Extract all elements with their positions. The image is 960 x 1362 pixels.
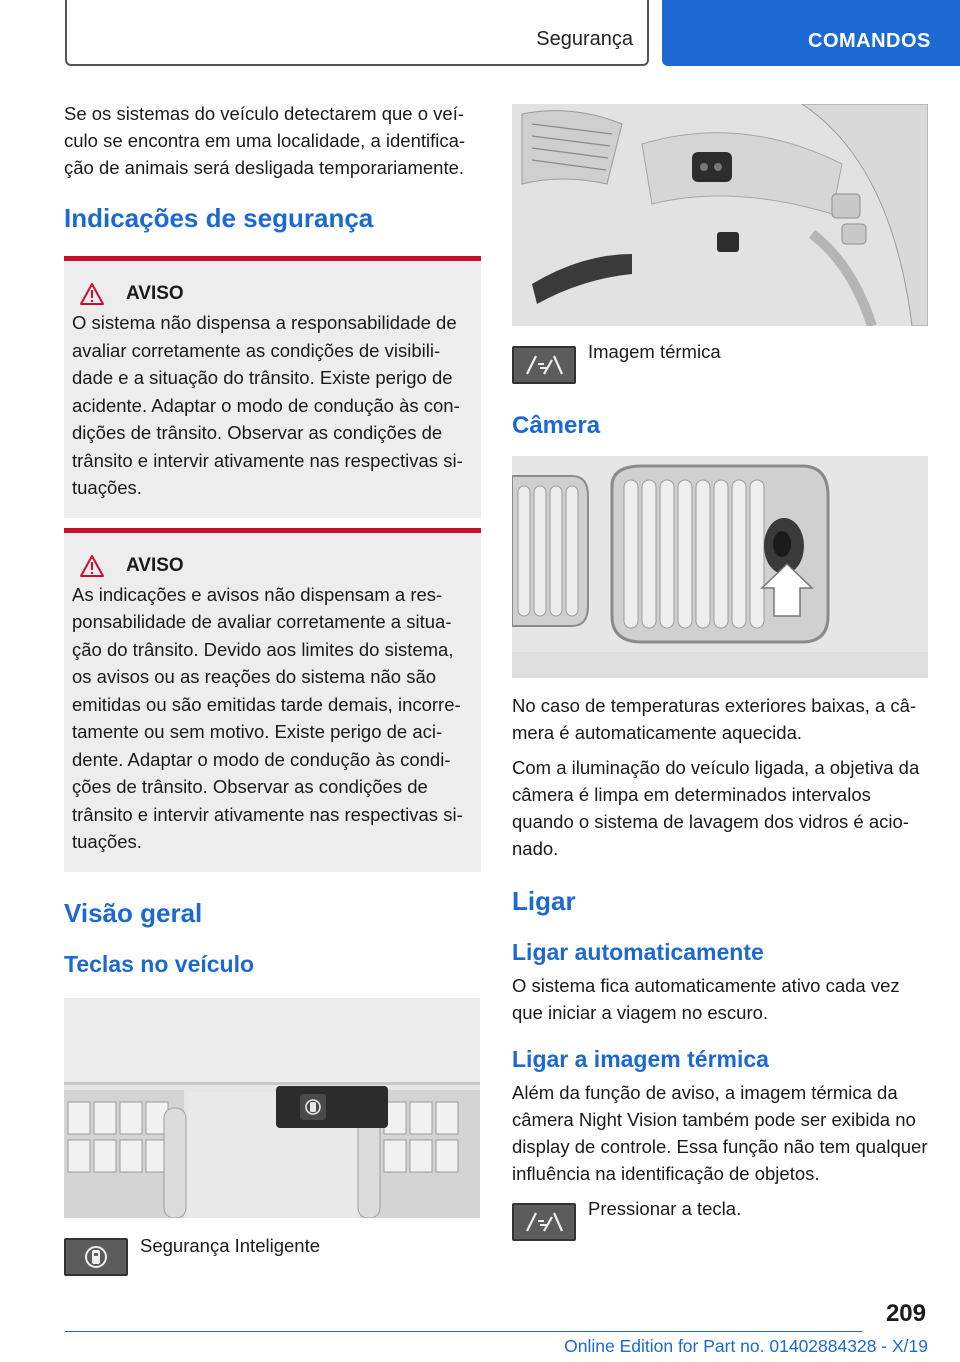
auto-heading: Ligar automaticamente — [512, 939, 764, 965]
thermal-image-key[interactable] — [512, 346, 576, 384]
intelligent-safety-key[interactable] — [64, 1238, 128, 1276]
steering-column-photo — [512, 104, 928, 326]
header-section-title: Segurança — [536, 28, 633, 50]
key-row-thermal — [512, 341, 928, 384]
auto-paragraph: O sistema fica automaticamente ativo cada vez que iniciar a viagem no escuro. — [512, 975, 900, 1023]
left-column — [64, 100, 481, 1276]
thermal-heading: Ligar a imagem térmica — [512, 1046, 769, 1072]
night-vision-icon — [524, 354, 564, 376]
camera-paragraph-1: No caso de temperaturas exteriores baixas, a câmera é automaticamente aquecida. — [512, 695, 917, 743]
intelligent-safety-icon — [83, 1244, 109, 1270]
key-label-thermal: Imagem térmica — [588, 341, 721, 362]
warning-text: As indicações e avisos não dispensam a responsabilidade de avaliar corretamente a situação do trânsito. Devido aos limites do sistema, os avisos ou as reações do sistema não são emitidas ou são emitidas tarde demais, incorretamente ou sem motivo. Existe perigo de acidente. Adaptar o modo de condução às condições de trânsito. Observar as condições de trânsito e intervir ativamente nas respectivas situações. — [72, 583, 463, 852]
camera-paragraph-2: Com a iluminação do veículo ligada, a objetiva da câmera é limpa em determinados intervalos quando o sistema de lavagem dos vidros é acionado. — [512, 757, 920, 859]
right-column — [512, 104, 928, 1241]
page-number: 209 — [885, 1300, 926, 1327]
key-row-safety — [64, 1234, 481, 1276]
camera-heading: Câmera — [512, 412, 601, 439]
thermal-image-key[interactable] — [512, 1203, 576, 1241]
thermal-paragraph: Além da função de aviso, a imagem térmica da câmera Night Vision também pode ser exibida no display de controle. Essa função não tem qualquer influência na identificação de objetos. — [512, 1082, 928, 1184]
overview-heading: Visão geral — [64, 897, 203, 928]
header-section-box — [65, 0, 649, 66]
key-label-safety: Segurança Inteligente — [140, 1234, 320, 1256]
warning-text: O sistema não dispensa a responsabilidade de avaliar corretamente as condições de visibilidade e a situação do trânsito. Existe perigo de acidente. Adaptar o modo de condução às condições de trânsito. Observar as condições de trânsito e intervir ativamente nas respectivas situações. — [72, 312, 463, 498]
footer-divider — [65, 1331, 862, 1332]
warning-title: AVISO — [126, 554, 184, 576]
page-header — [0, 0, 960, 66]
keys-heading: Teclas no veículo — [64, 950, 255, 977]
header-chapter-tab[interactable]: COMANDOS — [662, 0, 960, 66]
warning-triangle-icon — [80, 555, 104, 577]
warning-box-2 — [64, 528, 481, 872]
night-vision-icon — [524, 1211, 564, 1233]
ligar-heading: Ligar — [512, 886, 576, 916]
warning-box-1 — [64, 256, 481, 518]
key-row-press — [512, 1198, 928, 1241]
warning-triangle-icon — [80, 283, 104, 305]
camera-grille-photo — [512, 456, 928, 678]
safety-heading: Indicações de segurança — [64, 203, 374, 233]
footer-edition: Online Edition for Part no. 01402884328 - X/19 — [564, 1336, 928, 1356]
dashboard-buttons-photo — [64, 998, 480, 1218]
warning-title: AVISO — [126, 283, 184, 304]
key-label-press: Pressionar a tecla. — [588, 1198, 742, 1219]
intro-paragraph: Se os sistemas do veículo detectarem que o veículo se encontra em uma localidade, a identificação de animais será desligada temporariamente. — [64, 103, 466, 178]
